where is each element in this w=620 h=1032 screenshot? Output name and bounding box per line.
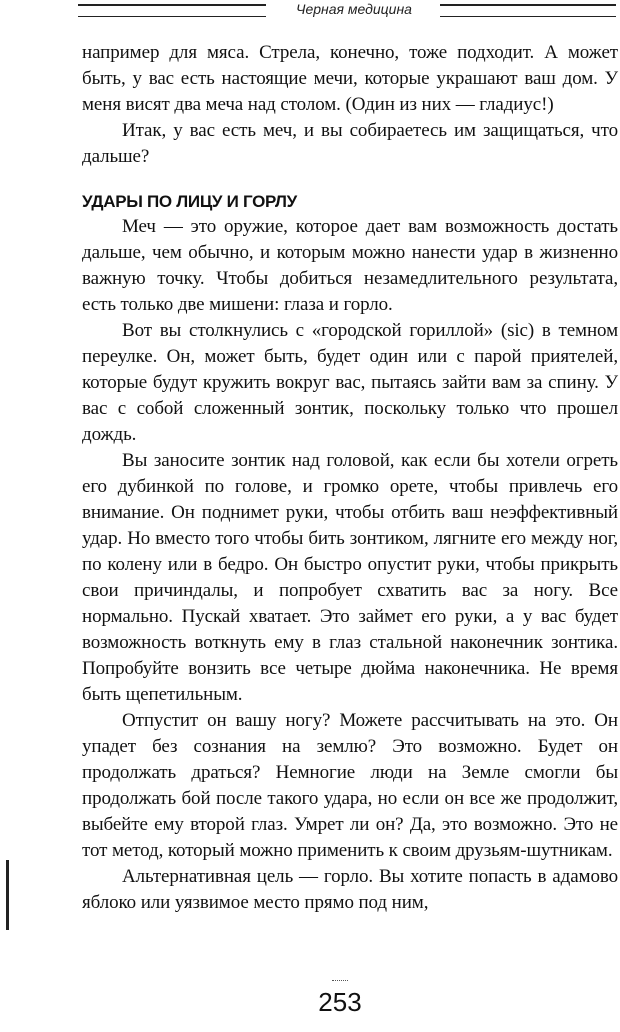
page-number-ornament: [332, 980, 348, 985]
header-rule-left: [78, 4, 266, 17]
paragraph: Итак, у вас есть меч, и вы собираетесь им защищаться, что дальше?: [82, 120, 618, 167]
paragraph: Отпустит он вашу ногу? Можете рассчитывать на это. Он упадет без сознания на землю? Это возможно. Будет он продолжать драться? Немногие люди на Земле смогли бы продолжать бой после такого удара, но если он все же продолжит, выбейте ему второй глаз. Умрет ли он? Да, это возможно. Это не тот метод, который можно применить к своим друзьям-шутникам.: [82, 710, 618, 861]
paragraph-continued: например для мяса. Стрела, конечно, тоже подходит. А может быть, у вас есть настоящие мечи, которые украшают ваш дом. У меня висят два меча над столом. (Один из них — гладиус!): [82, 42, 618, 115]
running-header-title: Черная медицина: [296, 1, 412, 17]
page-number: 253: [318, 987, 362, 1017]
section-heading: УДАРЫ ПО ЛИЦУ И ГОРЛУ: [82, 192, 297, 211]
running-header: [78, 0, 618, 20]
header-rule-right: [440, 4, 616, 17]
margin-scan-mark: [6, 860, 9, 930]
paragraph: Альтернативная цель — горло. Вы хотите попасть в адамово яблоко или уязвимое место прямо под ним,: [82, 866, 618, 913]
paragraph: Меч — это оружие, которое дает вам возможность достать дальше, чем обычно, и которым можно нанести удар в жизненно важную точку. Чтобы добиться незамедлительного результата, есть только две мишени: глаза и горло.: [82, 216, 618, 315]
paragraph: Вот вы столкнулись с «городской гориллой» (sic) в темном переулке. Он, может быть, будет один или с парой приятелей, которые будут кружить вокруг вас, пытаясь зайти вам за спину. У вас с собой сложенный зонтик, поскольку только что прошел дождь.: [82, 320, 618, 445]
paragraph: Вы заносите зонтик над головой, как если бы хотели огреть его дубинкой по голове, и громко орете, чтобы привлечь его внимание. Он поднимет руки, чтобы отбить ваш неэффективный удар. Но вместо того чтобы бить зонтиком, лягните его между ног, по колену или в бедро. Он быстро опустит руки, чтобы прикрыть свои причиндалы, и попробует схватить вас за ногу. Все нормально. Пускай хватает. Это займет его руки, а у вас будет возможность воткнуть ему в глаз стальной наконечник зонтика. Попробуйте вонзить все четыре дюйма наконечника. Не время быть щепетильным.: [82, 450, 618, 705]
page-body: [82, 40, 618, 916]
